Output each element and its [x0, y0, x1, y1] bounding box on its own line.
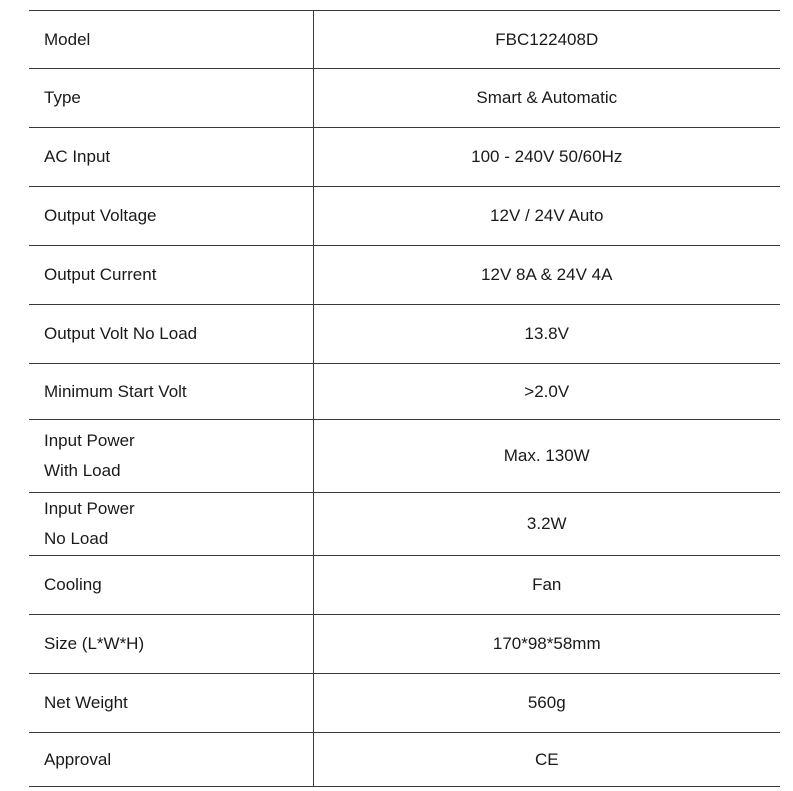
spec-row-input-power-with-load — [29, 420, 780, 493]
spec-label-line: Input Power — [44, 499, 135, 518]
spec-value: Max. 130W — [313, 420, 780, 493]
spec-label: AC Input — [29, 128, 313, 187]
spec-row-cooling — [29, 556, 780, 615]
spec-row-ac-input — [29, 128, 780, 187]
spec-value: Smart & Automatic — [313, 69, 780, 128]
spec-value: 3.2W — [313, 493, 780, 556]
spec-row-output-voltage — [29, 187, 780, 246]
spec-label: Cooling — [29, 556, 313, 615]
spec-row-minimum-start-volt — [29, 364, 780, 420]
spec-label: Type — [29, 69, 313, 128]
spec-value: 12V 8A & 24V 4A — [313, 246, 780, 305]
spec-label-line: With Load — [44, 461, 121, 480]
spec-row-input-power-no-load — [29, 493, 780, 556]
spec-label-line: Input Power — [44, 431, 135, 450]
spec-value: 13.8V — [313, 305, 780, 364]
spec-value: CE — [313, 733, 780, 787]
spec-row-output-volt-no-load — [29, 305, 780, 364]
spec-label — [29, 420, 313, 493]
spec-label — [29, 493, 313, 556]
spec-value: 560g — [313, 674, 780, 733]
spec-label: Model — [29, 11, 313, 69]
spec-row-type — [29, 69, 780, 128]
spec-label: Minimum Start Volt — [29, 364, 313, 420]
spec-label: Net Weight — [29, 674, 313, 733]
spec-value: 12V / 24V Auto — [313, 187, 780, 246]
spec-table — [29, 10, 780, 787]
spec-label: Output Volt No Load — [29, 305, 313, 364]
spec-value: Fan — [313, 556, 780, 615]
spec-value: >2.0V — [313, 364, 780, 420]
spec-label-line: No Load — [44, 529, 109, 548]
spec-row-net-weight — [29, 674, 780, 733]
spec-label: Output Voltage — [29, 187, 313, 246]
spec-row-output-current — [29, 246, 780, 305]
spec-label: Size (L*W*H) — [29, 615, 313, 674]
spec-row-size — [29, 615, 780, 674]
spec-value: 100 - 240V 50/60Hz — [313, 128, 780, 187]
spec-label: Approval — [29, 733, 313, 787]
spec-row-model — [29, 11, 780, 69]
spec-value: 170*98*58mm — [313, 615, 780, 674]
spec-value: FBC122408D — [313, 11, 780, 69]
spec-row-approval — [29, 733, 780, 787]
spec-label: Output Current — [29, 246, 313, 305]
